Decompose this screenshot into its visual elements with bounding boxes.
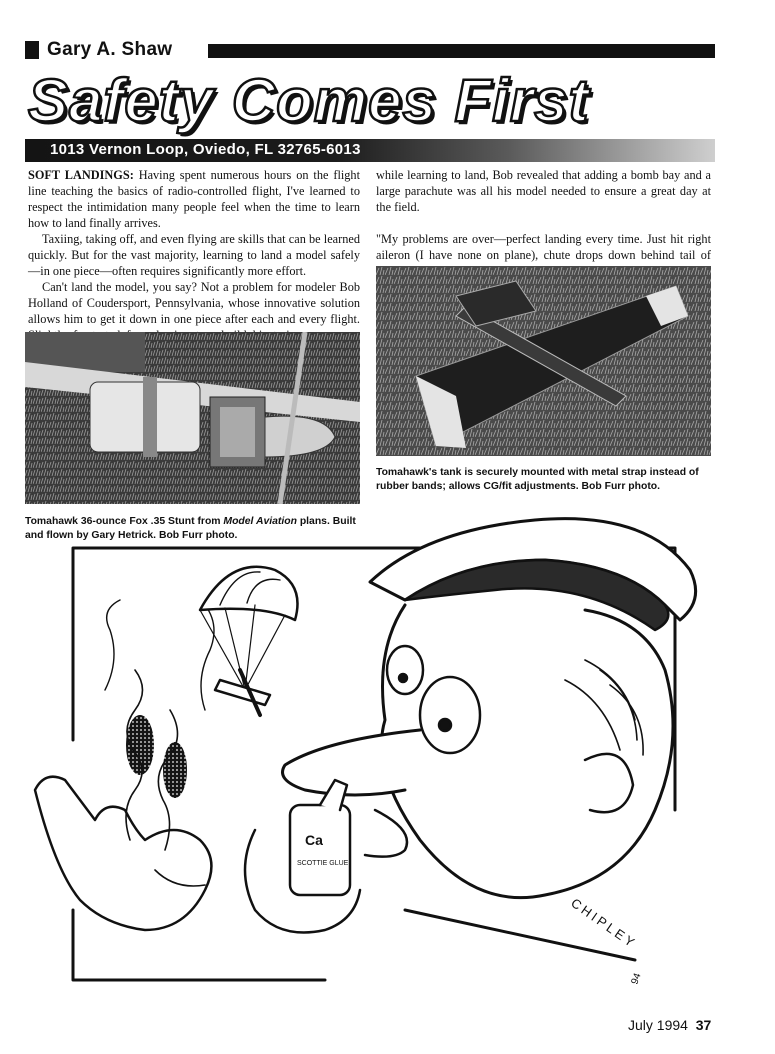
paragraph-4: while learning to land, Bob revealed that adding a bomb bay and a large parachute was all his model needed to ensure a great day at the field. — [376, 168, 711, 214]
paragraph-1-text: Having spent numerous hours on the flight line teaching the basics of radio-controlled flight, I've learned to respect the intimidation many people feel when the time to learn how to land finally arrives. — [28, 168, 360, 230]
airplane-photo — [376, 266, 711, 456]
byline-square — [25, 41, 39, 59]
page-footer — [628, 1017, 711, 1033]
author-address: 1013 Vernon Loop, Oviedo, FL 32765-6013 — [50, 141, 361, 158]
byline-rule — [208, 44, 715, 58]
cartoon-illustration — [25, 510, 735, 1005]
paragraph-3: Can't land the model, you say? Not a problem for modeler Bob Holland of Coudersport, Pennsylvania, whose innovative solution allows him to get it down in one piece after each and every flight. — [28, 280, 360, 326]
paragraph-2: Taxiing, taking off, and even flying are skills that can be learned quickly. But for the vast majority, learning to land a model safely—in one piece—often requires significantly more effort. — [28, 232, 360, 278]
byline-bar — [25, 41, 715, 59]
article-column-2 — [376, 167, 711, 279]
article-column-1 — [28, 167, 360, 359]
caption-1-text-b: plans. Built and flown by Gary Hetrick. Bob Furr photo. — [25, 516, 356, 541]
engine-photo — [25, 332, 360, 504]
page-number: 37 — [695, 1017, 712, 1033]
issue-date: July 1994 — [628, 1017, 688, 1033]
photo-2-caption: Tomahawk's tank is securely mounted with metal strap instead of rubber bands; allows CG/fit adjustments. Bob Furr photo. — [376, 467, 699, 492]
caption-1-text-a: Tomahawk 36-ounce Fox .35 Stunt from — [25, 516, 224, 527]
paragraph-5: "My problems are over—perfect landing every time. Just hit right aileron (I have none on plane), chute drops down behind tail of — [376, 232, 711, 262]
caption-1-italic: Model Aviation — [223, 516, 297, 527]
author-name: Gary A. Shaw — [47, 39, 173, 60]
paragraph-1 — [28, 167, 360, 231]
bottle-label-ca: Ca — [305, 832, 323, 848]
article-title: Safety Comes First — [28, 67, 590, 134]
section-lead: SOFT LANDINGS: — [28, 168, 134, 182]
artist-signature: CHIPLEY — [568, 895, 640, 952]
signature-year: 94 — [629, 971, 644, 987]
bottle-label-glue: SCOTTIE GLUE — [297, 860, 349, 867]
